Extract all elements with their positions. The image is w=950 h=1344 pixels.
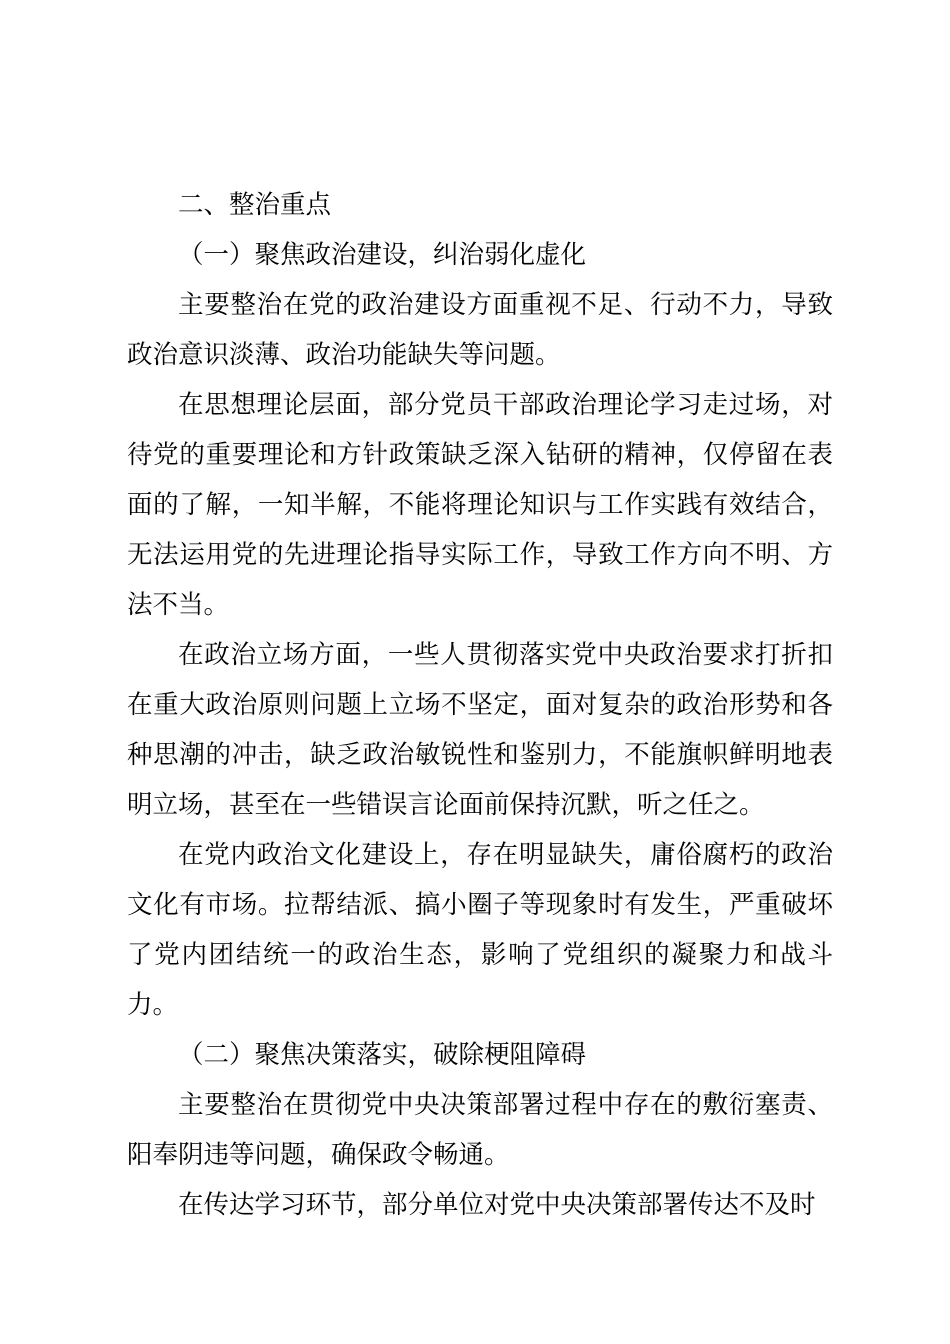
- paragraph: 主要整治在党的政治建设方面重视不足、行动不力，导致政治意识淡薄、政治功能缺失等问题。: [127, 290, 833, 370]
- subsection-2-title: （二）聚焦决策落实，破除梗阻障碍: [178, 1040, 587, 1070]
- document-body: [127, 180, 833, 1230]
- paragraph: 在思想理论层面，部分党员干部政治理论学习走过场，对待党的重要理论和方针政策缺乏深入钻研的精神，仅停留在表面的了解，一知半解，不能将理论知识与工作实践有效结合，无法运用党的先进理论指导实际工作，导致工作方向不明、方法不当。: [127, 390, 833, 620]
- paragraph: 在政治立场方面，一些人贯彻落实党中央政治要求打折扣在重大政治原则问题上立场不坚定，面对复杂的政治形势和各种思潮的冲击，缺乏政治敏锐性和鉴别力，不能旗帜鲜明地表明立场，甚至在一些错误言论面前保持沉默，听之任之。: [127, 640, 833, 820]
- subsection-1-title: （一）聚焦政治建设，纠治弱化虚化: [178, 240, 587, 270]
- paragraph: 在传达学习环节，部分单位对党中央决策部署传达不及时: [178, 1190, 816, 1220]
- paragraph: 在党内政治文化建设上，存在明显缺失，庸俗腐朽的政治文化有市场。拉帮结派、搞小圈子等现象时有发生，严重破坏了党内团结统一的政治生态，影响了党组织的凝聚力和战斗力。: [127, 840, 833, 1020]
- section-heading: 二、整治重点: [178, 190, 332, 220]
- paragraph: 主要整治在贯彻党中央决策部署过程中存在的敷衍塞责、阳奉阴违等问题，确保政令畅通。: [127, 1090, 833, 1170]
